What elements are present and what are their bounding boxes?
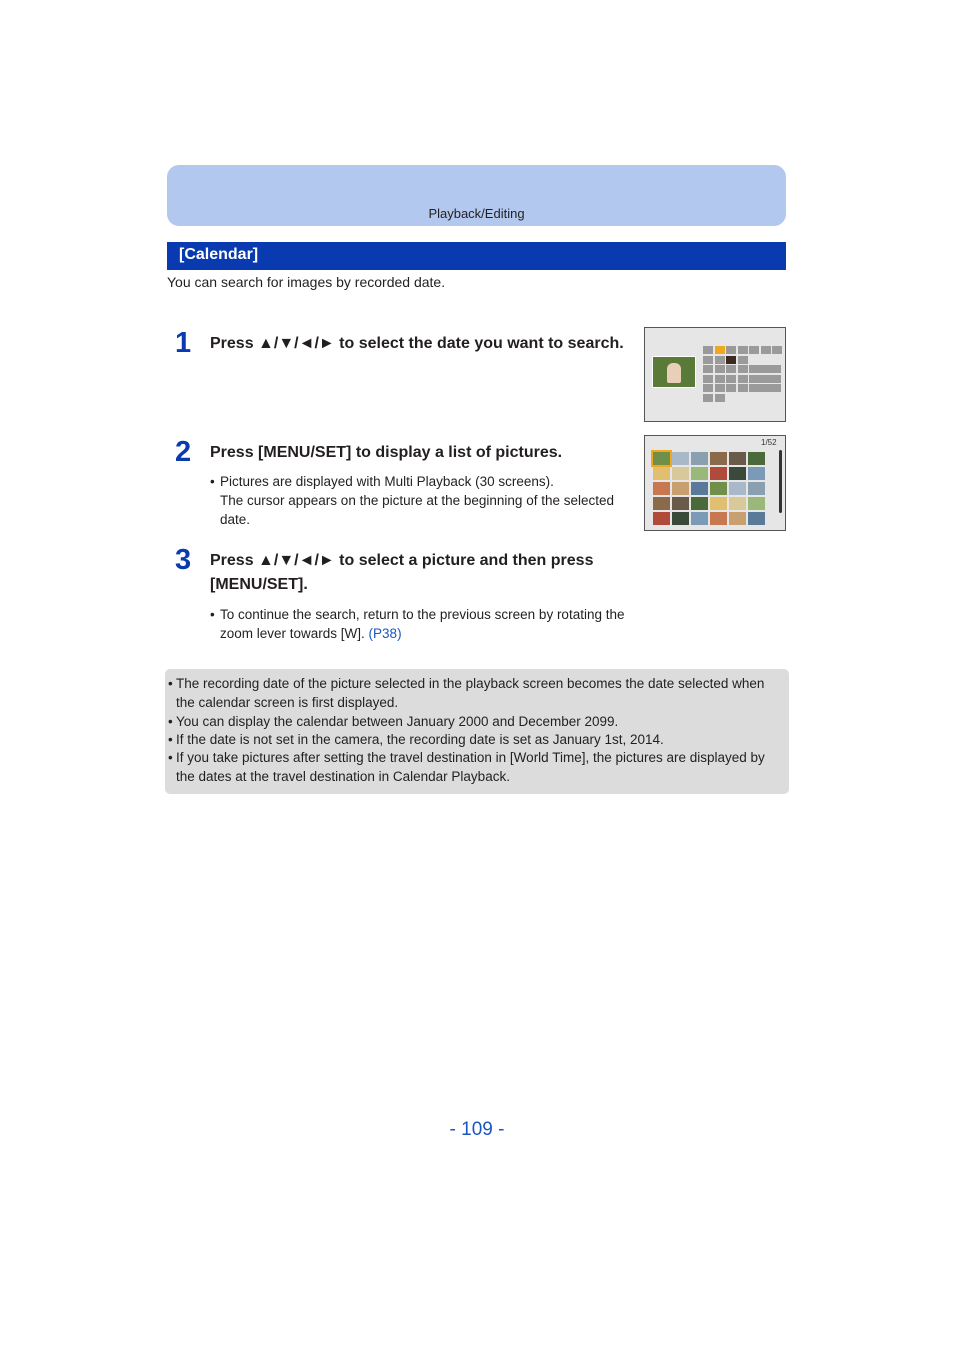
calendar-day-cell xyxy=(703,365,713,373)
bullet-symbol: • xyxy=(168,750,173,765)
step-2-text: Press [MENU/SET] to display a list of pictures. xyxy=(210,444,563,461)
calendar-screen-image xyxy=(644,327,786,422)
picture-thumbnail xyxy=(691,482,708,495)
section-title-bar xyxy=(167,242,786,270)
picture-thumbnail xyxy=(653,497,670,510)
picture-thumbnail xyxy=(672,482,689,495)
step-1-text: Press ▲/▼/◄/► to select the date you want to search. xyxy=(210,335,624,352)
picture-thumbnail xyxy=(710,452,727,465)
section-title: [Calendar] xyxy=(179,246,259,263)
step-3-text xyxy=(210,549,593,597)
note-item xyxy=(168,675,782,712)
picture-thumbnail xyxy=(691,512,708,525)
step-3-bullet-text: To continue the search, return to the previous screen by rotating the zoom lever towards [W]. xyxy=(220,607,625,641)
calendar-day-cell xyxy=(738,346,748,354)
calendar-day-cell xyxy=(772,346,782,354)
picture-counter: 1/52 xyxy=(761,438,777,447)
picture-thumbnail xyxy=(710,467,727,480)
calendar-day-cell xyxy=(749,346,759,354)
picture-thumbnail xyxy=(729,482,746,495)
calendar-day-cell xyxy=(703,394,713,402)
note-text: If you take pictures after setting the travel destination in [World Time], the pictures are displayed by the dates at the travel destination in Calendar Playback. xyxy=(176,750,765,784)
calendar-day-cell xyxy=(726,384,736,392)
picture-thumbnail xyxy=(653,512,670,525)
calendar-day-cell xyxy=(726,365,736,373)
calendar-week-cell xyxy=(749,384,781,392)
step-2-bullet-line2: The cursor appears on the picture at the beginning of the selected date. xyxy=(220,493,615,527)
header-section-label: Playback/Editing xyxy=(428,206,525,221)
picture-thumbnail xyxy=(672,497,689,510)
calendar-week-cell xyxy=(749,375,781,383)
picture-thumbnail xyxy=(653,467,670,480)
bullet-symbol: • xyxy=(168,676,173,691)
step-3-bullet xyxy=(210,605,640,643)
picture-thumbnail xyxy=(710,512,727,525)
picture-thumbnail xyxy=(729,467,746,480)
bullet-symbol: • xyxy=(210,474,215,489)
picture-thumbnail xyxy=(748,482,765,495)
multi-playback-screen-image xyxy=(644,435,786,531)
calendar-day-cell xyxy=(703,356,713,364)
picture-thumbnail xyxy=(729,512,746,525)
step-2-number: 2 xyxy=(175,436,192,468)
picture-thumbnail xyxy=(748,497,765,510)
note-text: The recording date of the picture selected in the playback screen becomes the date selected when the calendar screen is first displayed. xyxy=(176,676,765,710)
note-item xyxy=(168,713,782,732)
calendar-day-cell xyxy=(726,375,736,383)
picture-thumbnail xyxy=(748,467,765,480)
calendar-day-cell xyxy=(703,346,713,354)
picture-thumbnail xyxy=(672,467,689,480)
picture-thumbnail xyxy=(653,452,670,465)
step-3-text-line1: Press ▲/▼/◄/► to select a picture and then press xyxy=(210,552,594,569)
calendar-day-cell xyxy=(715,346,725,354)
calendar-day-cell xyxy=(715,384,725,392)
bullet-symbol: • xyxy=(210,607,215,622)
picture-thumbnail xyxy=(748,452,765,465)
picture-thumbnail xyxy=(691,497,708,510)
calendar-day-cell xyxy=(715,375,725,383)
note-text: If the date is not set in the camera, the recording date is set as January 1st, 2014. xyxy=(176,732,664,747)
picture-thumbnail xyxy=(672,512,689,525)
page-number: - 109 - xyxy=(449,1119,505,1140)
picture-thumbnail xyxy=(710,497,727,510)
picture-thumbnail xyxy=(691,467,708,480)
calendar-day-cell xyxy=(738,384,748,392)
picture-thumbnail xyxy=(729,452,746,465)
calendar-day-cell xyxy=(726,356,736,364)
page-reference-link[interactable]: (P38) xyxy=(368,626,402,641)
calendar-day-cell xyxy=(703,375,713,383)
picture-thumbnail xyxy=(653,482,670,495)
calendar-day-cell xyxy=(703,384,713,392)
picture-thumbnail xyxy=(748,512,765,525)
calendar-day-cell xyxy=(726,346,736,354)
intro-text: You can search for images by recorded date. xyxy=(167,274,446,290)
picture-thumbnail xyxy=(672,452,689,465)
calendar-day-cell xyxy=(738,365,748,373)
step-2-bullet-line1: Pictures are displayed with Multi Playback (30 screens). xyxy=(220,474,554,489)
note-item xyxy=(168,731,782,750)
calendar-day-cell xyxy=(761,346,771,354)
calendar-day-cell xyxy=(715,356,725,364)
calendar-day-cell xyxy=(715,394,725,402)
calendar-week-cell xyxy=(749,365,781,373)
calendar-day-cell xyxy=(738,356,748,364)
step-3-text-line2: [MENU/SET]. xyxy=(210,576,308,593)
selected-picture-preview xyxy=(652,356,696,388)
bullet-symbol: • xyxy=(168,714,173,729)
picture-thumbnail xyxy=(729,497,746,510)
step-2-bullet xyxy=(210,472,630,529)
calendar-day-cell xyxy=(715,365,725,373)
note-text: You can display the calendar between January 2000 and December 2099. xyxy=(176,714,619,729)
notes-box xyxy=(165,669,789,794)
bullet-symbol: • xyxy=(168,732,173,747)
header-band xyxy=(167,165,786,226)
picture-thumbnail xyxy=(710,482,727,495)
step-3-number: 3 xyxy=(175,544,192,576)
calendar-day-cell xyxy=(738,375,748,383)
picture-thumbnail xyxy=(691,452,708,465)
step-1-number: 1 xyxy=(175,327,192,359)
scroll-bar xyxy=(779,450,782,513)
note-item xyxy=(168,749,782,786)
